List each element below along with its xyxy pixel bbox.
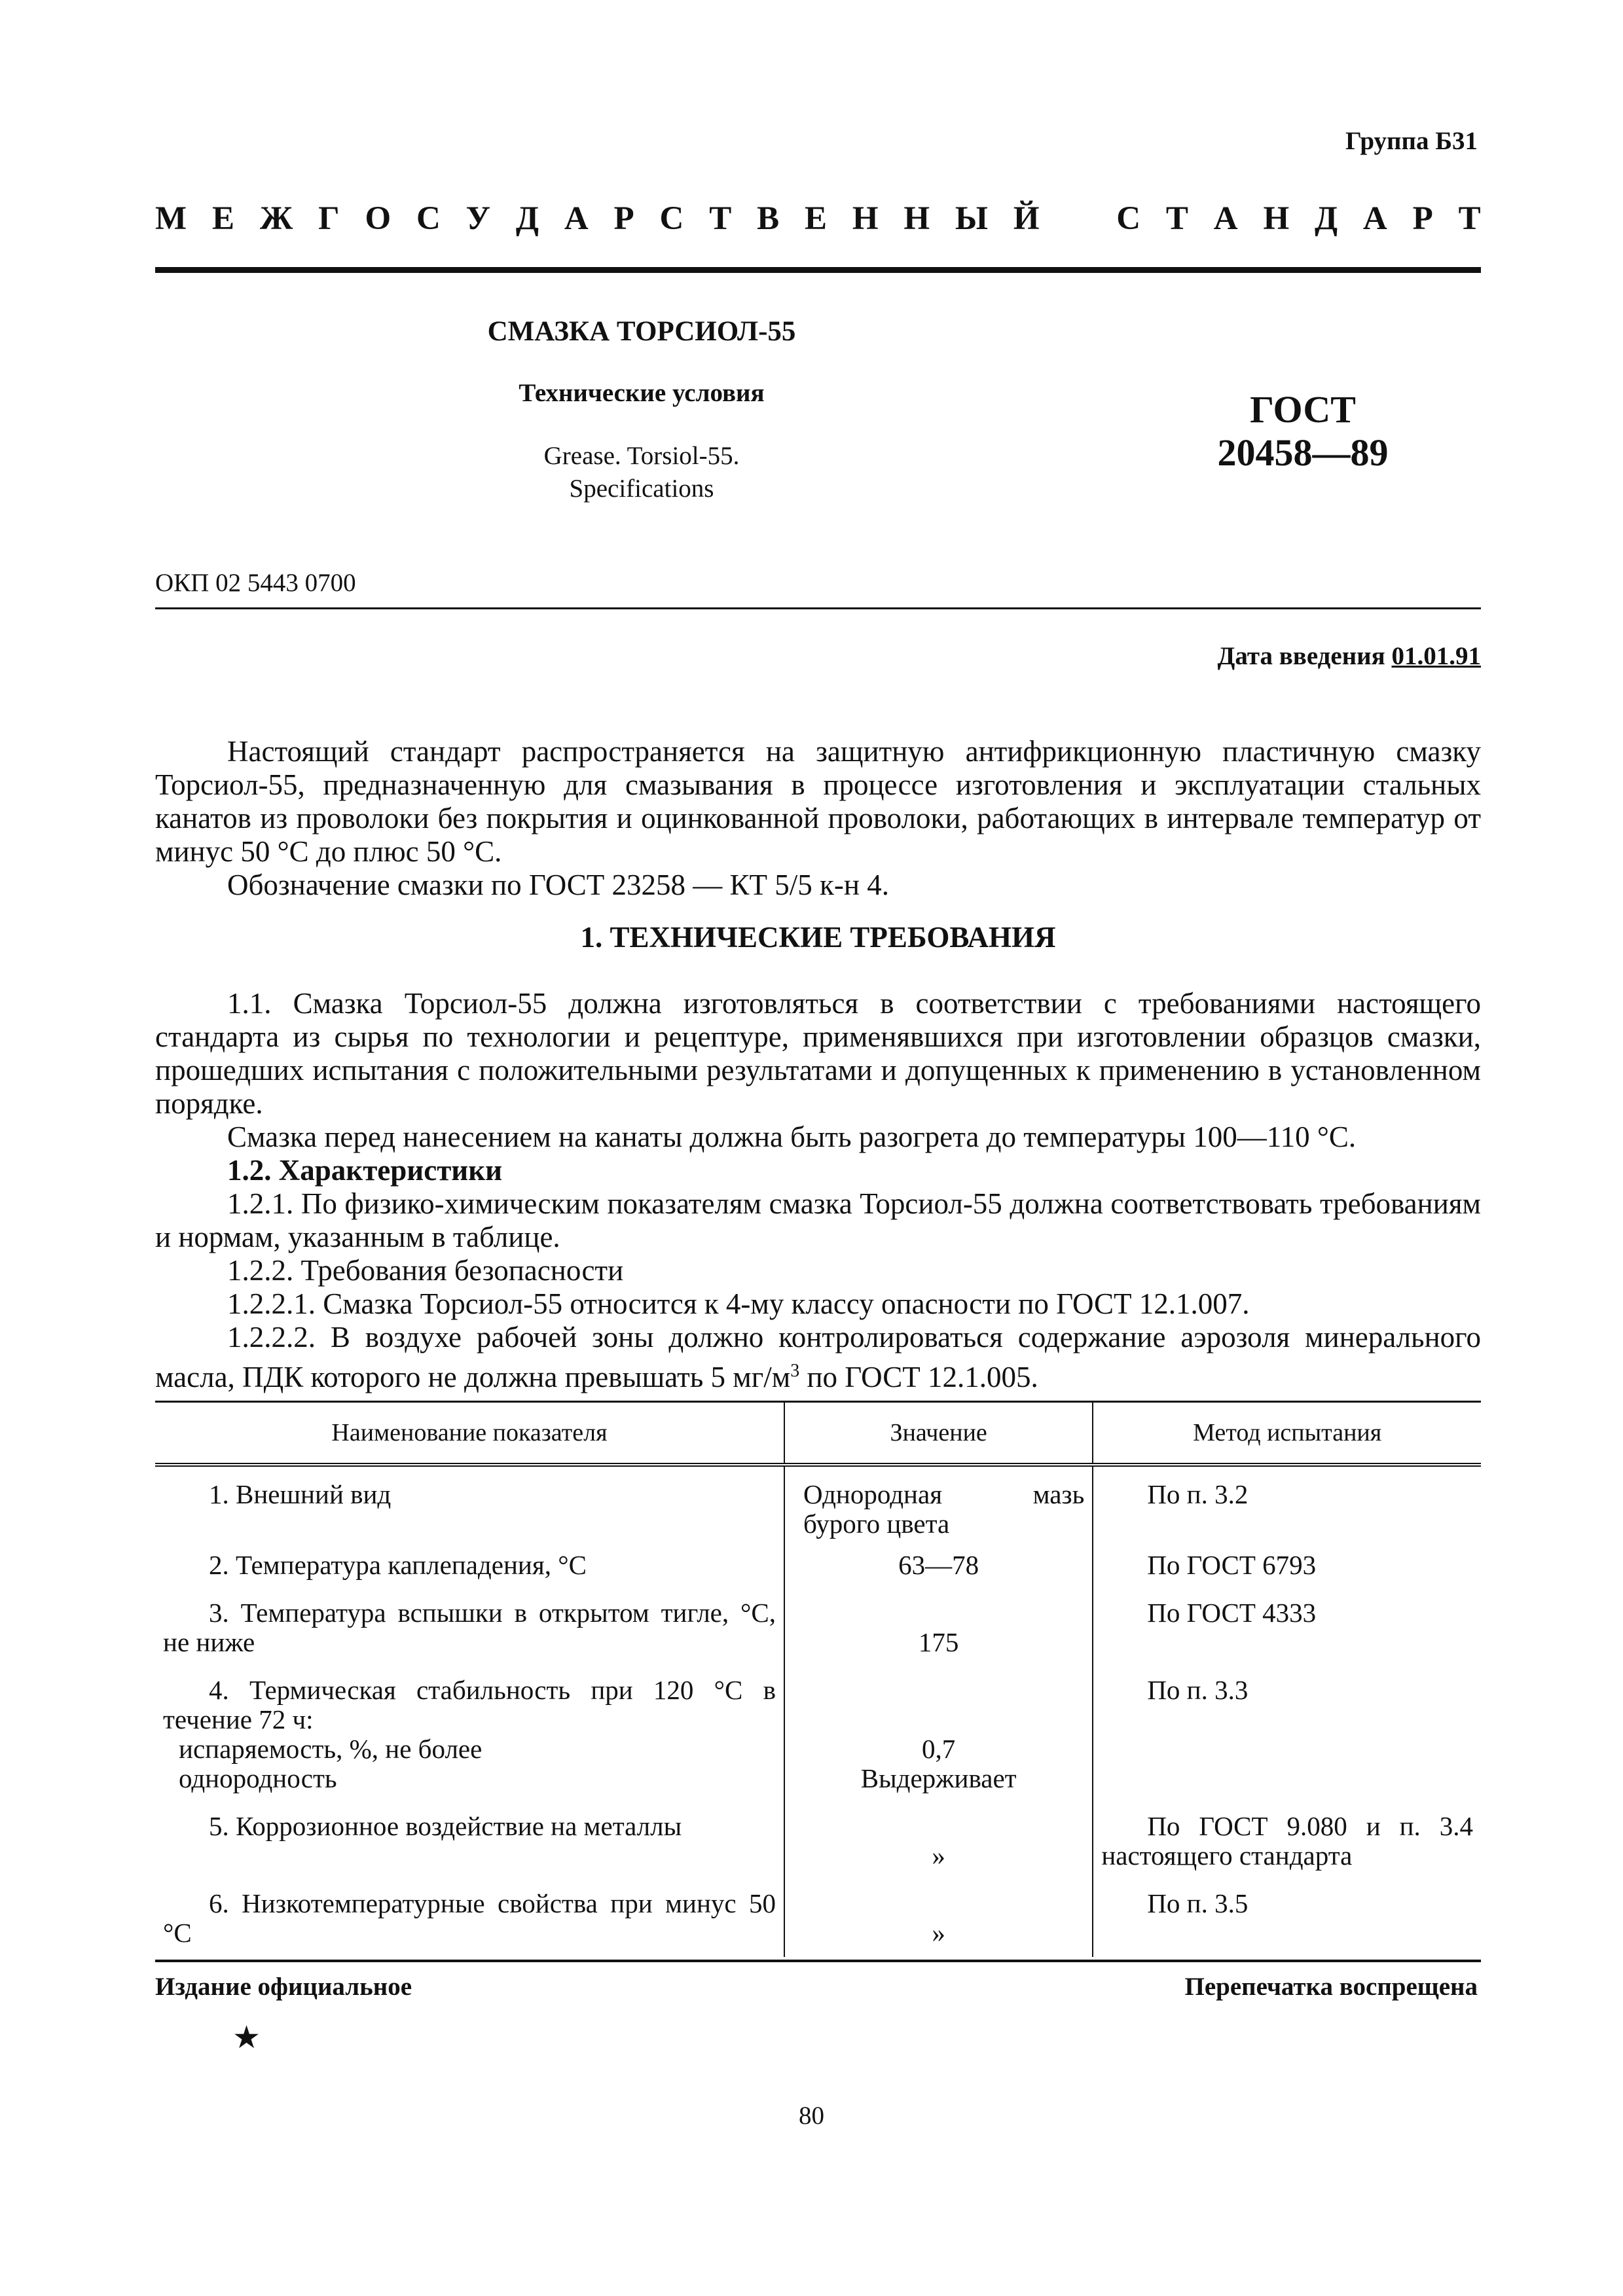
clause-1-2-2-1: 1.2.2.1. Смазка Торсиол-55 относится к 4-му классу опасности по ГОСТ 12.1.007. [227, 1287, 1250, 1320]
document-subtitle: Технические условия [519, 379, 765, 407]
okp-code: ОКП 02 5443 0700 [155, 569, 356, 597]
table-row: 4. Термическая стабильность при 120 °С в течение 72 ч: испаряемость, %, не более однородность 0,7 Выдерживает По п. 3.3 [155, 1676, 1481, 1812]
clause-1-2: 1.2. Характеристики [227, 1154, 503, 1187]
table-header-row [155, 1402, 1481, 1465]
designation-paragraph: Обозначение смазки по ГОСТ 23258 — КТ 5/5 к-н 4. [227, 869, 889, 901]
reprint-prohibited-label: Перепечатка воспрещена [1184, 1973, 1478, 2001]
table-row: 2. Температура каплепадения, °С 63—78 По ГОСТ 6793 [155, 1551, 1481, 1598]
introduction [155, 735, 1481, 902]
table-row: 1. Внешний вид Однородная мазь бурого цвета По п. 3.2 [155, 1465, 1481, 1551]
specification-table [155, 1401, 1481, 1957]
intro-paragraph: Настоящий стандарт распространяется на защитную антифрикционную пластичную смазку Торсиол-55, предназначенную для смазывания в процессе изготовления и эксплуатации стальных канатов из проволоки без покрытия и оцинкованной проволоки, работающих в интервале температур от минус 50 °С до плюс 50 °С. [155, 735, 1481, 868]
table-row: 6. Низкотемпературные свойства при минус 50 °С » По п. 3.5 [155, 1889, 1481, 1957]
okp-rule [155, 607, 1481, 609]
table-row: 3. Температура вспышки в открытом тигле, °С, не ниже 175 По ГОСТ 4333 [155, 1598, 1481, 1676]
gost-designation: ГОСТ 20458—89 [1217, 388, 1389, 474]
effective-date: Дата введения 01.01.91 [1217, 642, 1481, 670]
official-edition-label: Издание официальное [155, 1973, 412, 2001]
column-header-method: Метод испытания [1093, 1402, 1481, 1465]
table-row: 5. Коррозионное воздействие на металлы » По ГОСТ 9.080 и п. 3.4 настоящего стандарта [155, 1812, 1481, 1889]
clause-1-1-heating: Смазка перед нанесением на канаты должна быть разогрета до температуры 100—110 °С. [227, 1121, 1357, 1153]
clause-1-2-1: 1.2.1. По физико-химическим показателям смазка Торсиол-55 должна соответствовать требованиям и нормам, указанным в таблице. [155, 1187, 1481, 1253]
group-code: Группа Б31 [1345, 127, 1478, 155]
document-title: СМАЗКА ТОРСИОЛ-55 [487, 316, 796, 347]
clause-1-2-2: 1.2.2. Требования безопасности [227, 1254, 624, 1287]
section-heading: 1. ТЕХНИЧЕСКИЕ ТРЕБОВАНИЯ [580, 921, 1056, 954]
section-body [155, 987, 1481, 1394]
column-header-indicator: Наименование показателя [155, 1402, 784, 1465]
interstate-standard-banner: М Е Ж Г О С У Д А Р С Т В Е Н Н Ы Й С Т А Н Д А Р Т [155, 200, 1481, 237]
footer-rule [155, 1960, 1481, 1962]
column-header-value: Значение [784, 1402, 1093, 1465]
english-title: Grease. Torsiol-55. Specifications [543, 442, 740, 503]
clause-1-2-2-2: 1.2.2.2. В воздухе рабочей зоны должно контролироваться содержание аэрозоля минерального масла, ПДК которого не должна превышать 5 $мг/м^3$ по ГОСТ 12.1.005. [155, 1321, 1481, 1393]
clause-1-1: 1.1. Смазка Торсиол-55 должна изготовляться в соответствии с требованиями настоящего стандарта из сырья по технологии и рецептуре, применявшихся при изготовлении образцов смазки, прошедших испытания с положительными результатами и допущенных к применению в установленном порядке. [155, 987, 1481, 1120]
page-number: 80 [799, 2102, 824, 2130]
star-icon: ★ [232, 2020, 261, 2055]
header-rule [155, 267, 1481, 273]
